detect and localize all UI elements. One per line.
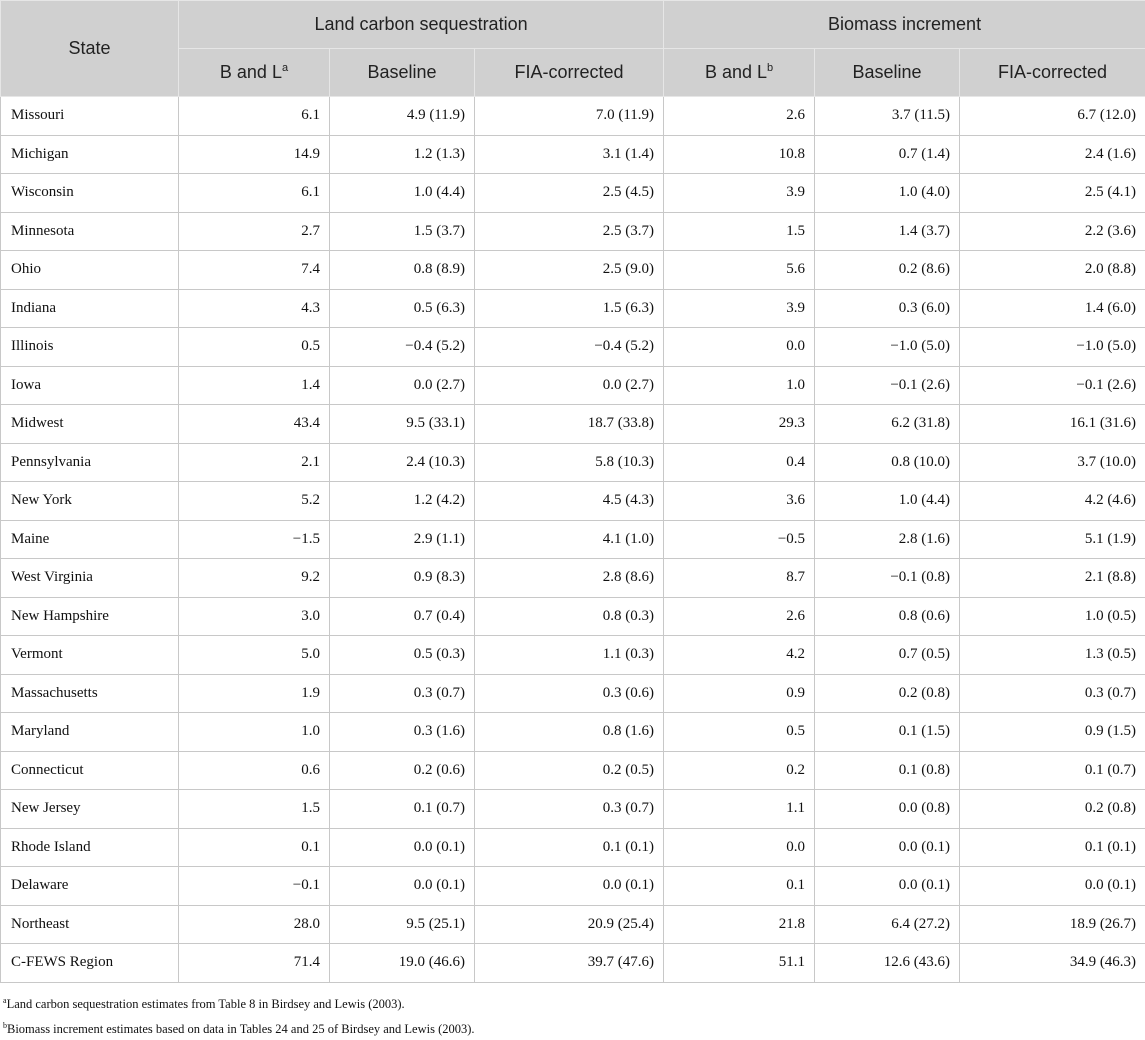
value-cell: 0.8 (10.0) xyxy=(815,443,960,482)
value-cell: 1.0 xyxy=(179,713,330,752)
value-cell: 0.9 (1.5) xyxy=(960,713,1145,752)
value-cell: 0.0 (0.1) xyxy=(815,867,960,906)
footnotes xyxy=(0,990,1145,1040)
subheader-label: B and L xyxy=(705,62,767,82)
state-cell: Maine xyxy=(1,520,179,559)
value-cell: 1.4 (6.0) xyxy=(960,289,1145,328)
value-cell: 4.2 (4.6) xyxy=(960,482,1145,521)
value-cell: −1.0 (5.0) xyxy=(815,328,960,367)
state-cell: Vermont xyxy=(1,636,179,675)
value-cell: 9.5 (33.1) xyxy=(330,405,475,444)
table-row xyxy=(1,944,1145,983)
value-cell: 6.2 (31.8) xyxy=(815,405,960,444)
value-cell: 29.3 xyxy=(664,405,815,444)
value-cell: 0.0 xyxy=(664,828,815,867)
value-cell: 0.3 (0.6) xyxy=(475,674,664,713)
value-cell: 2.5 (3.7) xyxy=(475,212,664,251)
value-cell: 2.2 (3.6) xyxy=(960,212,1145,251)
value-cell: 0.1 (0.1) xyxy=(475,828,664,867)
value-cell: 1.0 (4.4) xyxy=(330,174,475,213)
value-cell: 16.1 (31.6) xyxy=(960,405,1145,444)
value-cell: 4.1 (1.0) xyxy=(475,520,664,559)
value-cell: 2.8 (8.6) xyxy=(475,559,664,598)
value-cell: 0.0 (0.1) xyxy=(330,867,475,906)
value-cell: 20.9 (25.4) xyxy=(475,905,664,944)
value-cell: 5.0 xyxy=(179,636,330,675)
value-cell: 0.0 (0.1) xyxy=(330,828,475,867)
value-cell: 0.0 (0.1) xyxy=(960,867,1145,906)
value-cell: 6.7 (12.0) xyxy=(960,97,1145,136)
value-cell: 5.1 (1.9) xyxy=(960,520,1145,559)
state-cell: Maryland xyxy=(1,713,179,752)
subheader-baseline-land xyxy=(330,49,475,97)
subheader-label: FIA-corrected xyxy=(515,62,624,82)
value-cell: 0.3 (0.7) xyxy=(330,674,475,713)
table-row xyxy=(1,559,1145,598)
state-cell: Delaware xyxy=(1,867,179,906)
value-cell: 0.1 xyxy=(179,828,330,867)
subheader-label: B and L xyxy=(220,62,282,82)
table-row xyxy=(1,405,1145,444)
value-cell: 0.1 (1.5) xyxy=(815,713,960,752)
value-cell: 4.3 xyxy=(179,289,330,328)
value-cell: 3.6 xyxy=(664,482,815,521)
state-cell: Connecticut xyxy=(1,751,179,790)
value-cell: 6.4 (27.2) xyxy=(815,905,960,944)
table-row xyxy=(1,636,1145,675)
value-cell: 1.1 xyxy=(664,790,815,829)
value-cell: 1.0 (4.4) xyxy=(815,482,960,521)
table-body xyxy=(1,97,1145,983)
value-cell: 4.2 xyxy=(664,636,815,675)
table-row xyxy=(1,828,1145,867)
state-cell: Minnesota xyxy=(1,212,179,251)
value-cell: 2.1 xyxy=(179,443,330,482)
value-cell: 0.3 (6.0) xyxy=(815,289,960,328)
value-cell: 0.4 xyxy=(664,443,815,482)
value-cell: 0.2 (8.6) xyxy=(815,251,960,290)
value-cell: 6.1 xyxy=(179,174,330,213)
value-cell: 0.9 (8.3) xyxy=(330,559,475,598)
value-cell: 2.0 (8.8) xyxy=(960,251,1145,290)
table-row xyxy=(1,212,1145,251)
table-row xyxy=(1,174,1145,213)
state-cell: New York xyxy=(1,482,179,521)
value-cell: 0.1 (0.8) xyxy=(815,751,960,790)
table-row xyxy=(1,251,1145,290)
value-cell: 18.9 (26.7) xyxy=(960,905,1145,944)
state-cell: Wisconsin xyxy=(1,174,179,213)
value-cell: −0.1 xyxy=(179,867,330,906)
table-header xyxy=(1,1,1145,97)
value-cell: 2.9 (1.1) xyxy=(330,520,475,559)
table-row xyxy=(1,97,1145,136)
value-cell: 1.4 xyxy=(179,366,330,405)
value-cell: 6.1 xyxy=(179,97,330,136)
value-cell: 0.7 (0.4) xyxy=(330,597,475,636)
value-cell: 5.8 (10.3) xyxy=(475,443,664,482)
value-cell: 0.8 (1.6) xyxy=(475,713,664,752)
value-cell: 3.9 xyxy=(664,289,815,328)
state-cell: Rhode Island xyxy=(1,828,179,867)
value-cell: −0.4 (5.2) xyxy=(330,328,475,367)
footnote-text: Land carbon sequestration estimates from Table 8 in Birdsey and Lewis (2003). xyxy=(7,997,405,1011)
value-cell: 18.7 (33.8) xyxy=(475,405,664,444)
header-state: State xyxy=(1,1,179,97)
table-row xyxy=(1,790,1145,829)
value-cell: 2.1 (8.8) xyxy=(960,559,1145,598)
value-cell: 2.4 (1.6) xyxy=(960,135,1145,174)
value-cell: 1.5 xyxy=(179,790,330,829)
value-cell: 3.1 (1.4) xyxy=(475,135,664,174)
value-cell: 1.0 (0.5) xyxy=(960,597,1145,636)
value-cell: 7.0 (11.9) xyxy=(475,97,664,136)
value-cell: 0.5 (6.3) xyxy=(330,289,475,328)
value-cell: 9.5 (25.1) xyxy=(330,905,475,944)
table-row xyxy=(1,482,1145,521)
state-cell: Illinois xyxy=(1,328,179,367)
value-cell: 0.3 (0.7) xyxy=(960,674,1145,713)
value-cell: 2.8 (1.6) xyxy=(815,520,960,559)
value-cell: −1.0 (5.0) xyxy=(960,328,1145,367)
value-cell: 0.3 (0.7) xyxy=(475,790,664,829)
footnote-mark: a xyxy=(3,996,7,1005)
value-cell: 51.1 xyxy=(664,944,815,983)
state-cell: West Virginia xyxy=(1,559,179,598)
value-cell: 3.9 xyxy=(664,174,815,213)
subheader-fia-corrected-land xyxy=(475,49,664,97)
value-cell: 0.1 (0.7) xyxy=(330,790,475,829)
value-cell: 0.6 xyxy=(179,751,330,790)
value-cell: −0.4 (5.2) xyxy=(475,328,664,367)
subheader-label: Baseline xyxy=(853,62,922,82)
value-cell: 0.2 (0.8) xyxy=(960,790,1145,829)
table-row xyxy=(1,713,1145,752)
table-row xyxy=(1,289,1145,328)
value-cell: 2.5 (4.1) xyxy=(960,174,1145,213)
state-cell: C-FEWS Region xyxy=(1,944,179,983)
footnote xyxy=(3,1015,1145,1040)
value-cell: 2.6 xyxy=(664,97,815,136)
state-cell: Midwest xyxy=(1,405,179,444)
value-cell: 10.8 xyxy=(664,135,815,174)
table-row xyxy=(1,366,1145,405)
value-cell: 0.3 (1.6) xyxy=(330,713,475,752)
value-cell: 34.9 (46.3) xyxy=(960,944,1145,983)
value-cell: 28.0 xyxy=(179,905,330,944)
table-row xyxy=(1,867,1145,906)
value-cell: 0.2 xyxy=(664,751,815,790)
footnote-mark: b xyxy=(3,1021,7,1030)
table-row xyxy=(1,328,1145,367)
value-cell: 0.1 (0.7) xyxy=(960,751,1145,790)
value-cell: 2.4 (10.3) xyxy=(330,443,475,482)
footnote-marker: b xyxy=(767,62,773,74)
value-cell: 2.7 xyxy=(179,212,330,251)
value-cell: 21.8 xyxy=(664,905,815,944)
value-cell: 0.0 (0.8) xyxy=(815,790,960,829)
value-cell: 0.8 (0.6) xyxy=(815,597,960,636)
footnote xyxy=(3,990,1145,1015)
value-cell: 5.6 xyxy=(664,251,815,290)
state-cell: Indiana xyxy=(1,289,179,328)
value-cell: 8.7 xyxy=(664,559,815,598)
value-cell: 0.2 (0.6) xyxy=(330,751,475,790)
footnote-marker: a xyxy=(282,62,288,74)
state-cell: Iowa xyxy=(1,366,179,405)
value-cell: 1.5 (3.7) xyxy=(330,212,475,251)
value-cell: 1.0 xyxy=(664,366,815,405)
value-cell: 1.5 xyxy=(664,212,815,251)
subheader-fia-corrected-biomass xyxy=(960,49,1145,97)
value-cell: 1.1 (0.3) xyxy=(475,636,664,675)
table-row xyxy=(1,520,1145,559)
value-cell: 0.9 xyxy=(664,674,815,713)
value-cell: 71.4 xyxy=(179,944,330,983)
state-cell: Michigan xyxy=(1,135,179,174)
value-cell: 3.0 xyxy=(179,597,330,636)
value-cell: 1.4 (3.7) xyxy=(815,212,960,251)
value-cell: 0.2 (0.5) xyxy=(475,751,664,790)
value-cell: 19.0 (46.6) xyxy=(330,944,475,983)
value-cell: 4.5 (4.3) xyxy=(475,482,664,521)
value-cell: 5.2 xyxy=(179,482,330,521)
state-cell: New Jersey xyxy=(1,790,179,829)
value-cell: 0.1 xyxy=(664,867,815,906)
value-cell: 43.4 xyxy=(179,405,330,444)
value-cell: 0.8 (0.3) xyxy=(475,597,664,636)
value-cell: 0.8 (8.9) xyxy=(330,251,475,290)
table-row xyxy=(1,674,1145,713)
value-cell: 1.3 (0.5) xyxy=(960,636,1145,675)
value-cell: 9.2 xyxy=(179,559,330,598)
value-cell: 0.7 (1.4) xyxy=(815,135,960,174)
value-cell: 1.2 (1.3) xyxy=(330,135,475,174)
state-cell: Massachusetts xyxy=(1,674,179,713)
value-cell: 0.0 (2.7) xyxy=(330,366,475,405)
value-cell: 0.0 xyxy=(664,328,815,367)
table-row xyxy=(1,905,1145,944)
value-cell: 0.0 (2.7) xyxy=(475,366,664,405)
state-cell: Pennsylvania xyxy=(1,443,179,482)
value-cell: 0.2 (0.8) xyxy=(815,674,960,713)
value-cell: 3.7 (10.0) xyxy=(960,443,1145,482)
value-cell: 1.2 (4.2) xyxy=(330,482,475,521)
value-cell: 14.9 xyxy=(179,135,330,174)
value-cell: 39.7 (47.6) xyxy=(475,944,664,983)
value-cell: 0.0 (0.1) xyxy=(475,867,664,906)
state-cell: Missouri xyxy=(1,97,179,136)
value-cell: 3.7 (11.5) xyxy=(815,97,960,136)
value-cell: 1.5 (6.3) xyxy=(475,289,664,328)
value-cell: −0.1 (0.8) xyxy=(815,559,960,598)
header-group-biomass: Biomass increment xyxy=(664,1,1145,49)
state-cell: Northeast xyxy=(1,905,179,944)
value-cell: 4.9 (11.9) xyxy=(330,97,475,136)
value-cell: 2.6 xyxy=(664,597,815,636)
value-cell: 0.5 xyxy=(664,713,815,752)
table-row xyxy=(1,443,1145,482)
footnote-text: Biomass increment estimates based on data in Tables 24 and 25 of Birdsey and Lewis (2003). xyxy=(7,1022,475,1036)
table-row xyxy=(1,597,1145,636)
table-row xyxy=(1,751,1145,790)
subheader-baseline-biomass xyxy=(815,49,960,97)
value-cell: −1.5 xyxy=(179,520,330,559)
value-cell: 2.5 (4.5) xyxy=(475,174,664,213)
subheader-b-and-l-land xyxy=(179,49,330,97)
value-cell: 2.5 (9.0) xyxy=(475,251,664,290)
value-cell: 1.0 (4.0) xyxy=(815,174,960,213)
value-cell: −0.5 xyxy=(664,520,815,559)
value-cell: −0.1 (2.6) xyxy=(815,366,960,405)
subheader-label: Baseline xyxy=(367,62,436,82)
value-cell: 0.7 (0.5) xyxy=(815,636,960,675)
state-cell: New Hampshire xyxy=(1,597,179,636)
value-cell: 0.1 (0.1) xyxy=(960,828,1145,867)
value-cell: 7.4 xyxy=(179,251,330,290)
value-cell: 0.0 (0.1) xyxy=(815,828,960,867)
value-cell: 12.6 (43.6) xyxy=(815,944,960,983)
state-cell: Ohio xyxy=(1,251,179,290)
value-cell: −0.1 (2.6) xyxy=(960,366,1145,405)
subheader-b-and-l-biomass xyxy=(664,49,815,97)
header-group-land-carbon: Land carbon sequestration xyxy=(179,1,664,49)
subheader-label: FIA-corrected xyxy=(998,62,1107,82)
value-cell: 0.5 (0.3) xyxy=(330,636,475,675)
value-cell: 1.9 xyxy=(179,674,330,713)
table-row xyxy=(1,135,1145,174)
value-cell: 0.5 xyxy=(179,328,330,367)
